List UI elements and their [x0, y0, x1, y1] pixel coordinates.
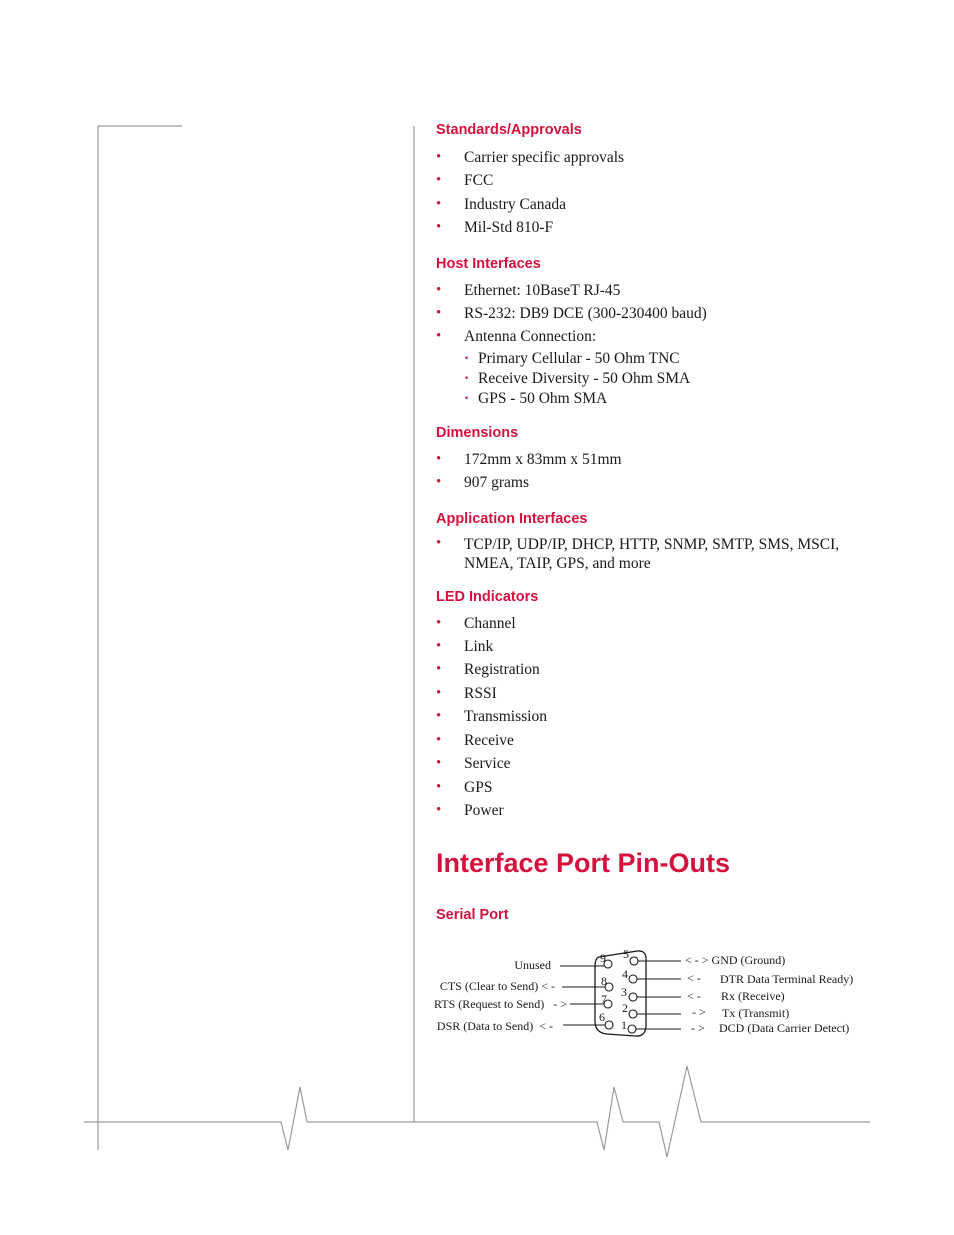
led-indicators-list: [436, 612, 876, 823]
list-item-antenna: [436, 325, 876, 408]
standards-list: [436, 146, 876, 240]
sub-list-item: · Primary Cellular - 50 Ohm TNC: [464, 349, 876, 369]
list-item: • Registration: [436, 658, 876, 681]
pin-2-label: Tx (Transmit): [722, 1006, 790, 1020]
section-title-standards: Standards/Approvals: [436, 122, 582, 138]
serial-port-diagram: [415, 945, 875, 1045]
pin-number-9: 9: [600, 951, 606, 965]
pin-3-label: Rx (Receive): [721, 989, 785, 1003]
list-item: • Ethernet: 10BaseT RJ-45: [436, 279, 876, 302]
pin-3-contact: [629, 993, 637, 1001]
list-item: • RS-232: DB9 DCE (300-230400 baud): [436, 302, 876, 325]
pin-number-3: 3: [621, 985, 627, 999]
pin-number-6: 6: [599, 1010, 605, 1024]
list-item: • 172mm x 83mm x 51mm: [436, 448, 876, 471]
pin-3-direction: < -: [687, 989, 701, 1003]
pin-number-5: 5: [623, 947, 629, 961]
section-title-application-interfaces: Application Interfaces: [436, 510, 588, 527]
list-item: • GPS: [436, 776, 876, 799]
pin-number-8: 8: [601, 974, 607, 988]
pin-1-direction: - >: [691, 1021, 705, 1035]
list-item: • RSSI: [436, 682, 876, 705]
spec-content: [436, 120, 876, 925]
host-interfaces-list: [436, 279, 876, 409]
section-title-dimensions: Dimensions: [436, 424, 519, 441]
pin-number-4: 4: [622, 967, 628, 981]
list-item: • Power: [436, 799, 876, 822]
pin-number-7: 7: [601, 992, 607, 1006]
pin-6-contact: [605, 1021, 613, 1029]
pin-7-label: RTS (Request to Send) - >: [433, 997, 567, 1011]
list-item: • Receive: [436, 729, 876, 752]
list-item: • Service: [436, 752, 876, 775]
pin-2-contact: [629, 1010, 637, 1018]
antenna-label: Antenna Connection:: [464, 328, 597, 346]
pin-8-label: CTS (Clear to Send) < -: [439, 979, 555, 993]
bottom-waveform: [84, 1066, 870, 1157]
pin-9-label: Unused: [514, 958, 551, 972]
list-item: • TCP/IP, UDP/IP, DHCP, HTTP, SNMP, SMTP, SMS, MSCI, NMEA, TAIP, GPS, and more: [436, 534, 876, 574]
pin-4-label: DTR Data Terminal Ready): [720, 972, 854, 986]
antenna-sublist: [464, 349, 876, 409]
list-item: • Carrier specific approvals: [436, 146, 876, 169]
list-item: • Industry Canada: [436, 193, 876, 216]
list-item: • 907 grams: [436, 471, 876, 494]
list-item: • Transmission: [436, 705, 876, 728]
section-title-host-interfaces: Host Interfaces: [436, 255, 541, 272]
sub-list-item: · Receive Diversity - 50 Ohm SMA: [464, 369, 876, 389]
dimensions-list: [436, 448, 876, 495]
sub-list-item: · GPS - 50 Ohm SMA: [464, 389, 876, 409]
pin-4-contact: [629, 975, 637, 983]
list-item: • Link: [436, 635, 876, 658]
list-item: • Channel: [436, 612, 876, 635]
pin-2-direction: - >: [692, 1005, 706, 1019]
page-title: Interface Port Pin-Outs: [436, 848, 731, 879]
list-item: • Mil-Std 810-F: [436, 216, 876, 239]
pin-number-1: 1: [621, 1018, 627, 1032]
pin-6-label: DSR (Data to Send) < -: [436, 1019, 553, 1033]
pin-4-direction: < -: [687, 971, 701, 985]
pin-number-2: 2: [622, 1001, 628, 1015]
list-item: • FCC: [436, 169, 876, 192]
pin-5-label: < - > GND (Ground): [685, 953, 786, 967]
pin-1-contact: [628, 1025, 636, 1033]
application-interfaces-list: [436, 534, 876, 574]
pin-5-contact: [630, 957, 638, 965]
section-title-led-indicators: LED Indicators: [436, 588, 539, 605]
section-title-serial-port: Serial Port: [436, 907, 509, 924]
pin-1-label: DCD (Data Carrier Detect): [719, 1021, 850, 1035]
